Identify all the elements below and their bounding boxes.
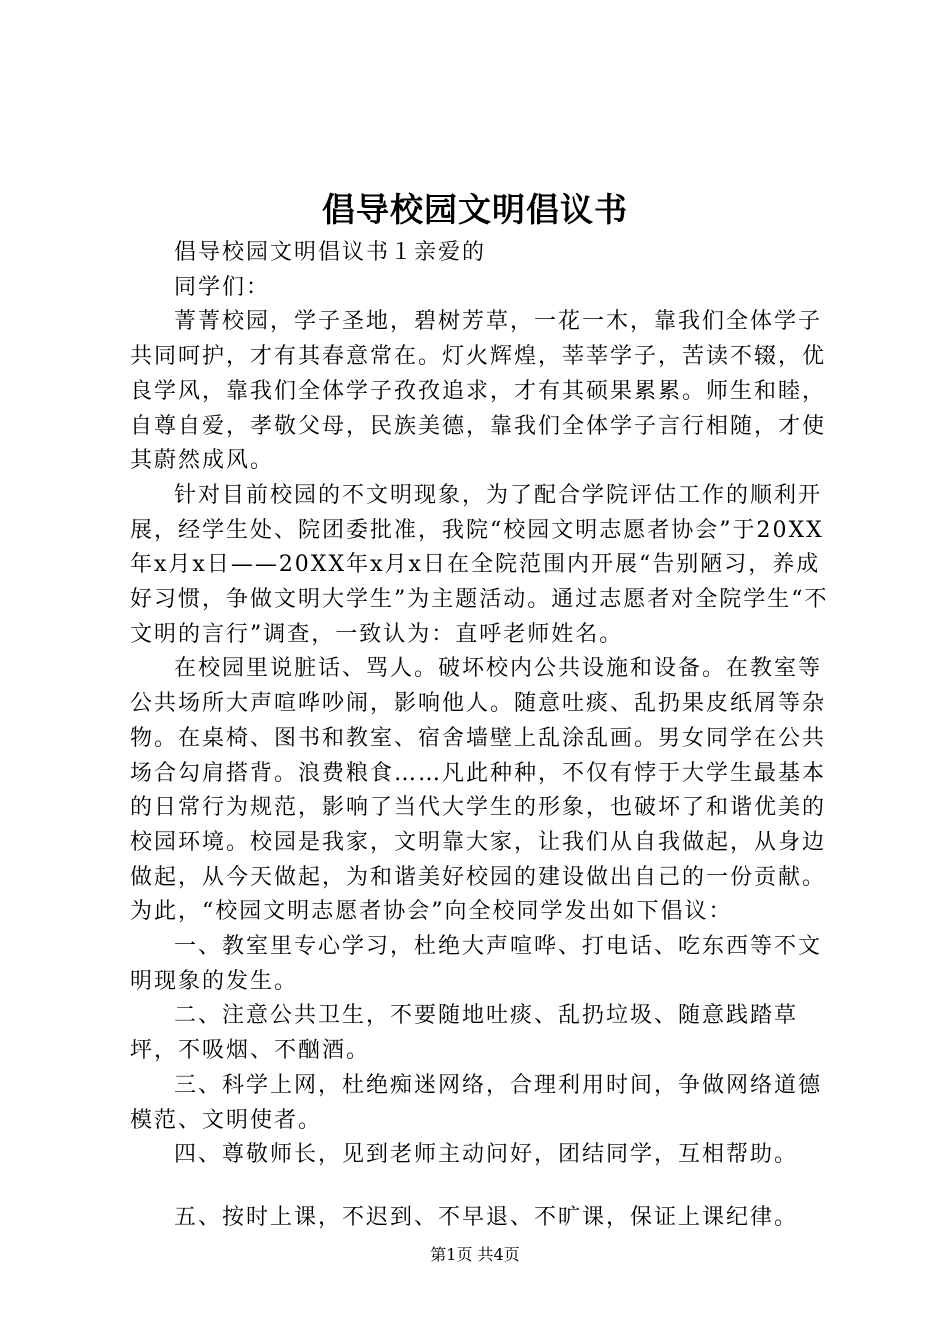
paragraph-campus: 菁菁校园，学子圣地，碧树芳草，一花一木，靠我们全体学子共同呵护，才有其春意常在。灯火辉煌，莘莘学子，苦读不辍，优良学风，靠我们全体学子孜孜追求，才有其硕果累累。师生和睦，自尊自爱，孝敬父母，民族美德，靠我们全体学子言行相随，才使其蔚然成风。 xyxy=(130,309,827,474)
paragraph-survey: 针对目前校园的不文明现象，为了配合学院评估工作的顺利开展，经学生处、院团委批准，我院“校园文明志愿者协会”于20XX年x月x日——20XX年x月x日在全院范围内开展“告别陋习，养成好习惯，争做文明大学生”为主题活动。通过志愿者对全院学生“不文明的言行”调查，一致认为：直呼老师姓名。 xyxy=(130,482,829,647)
paragraph-salutation: 同学们： xyxy=(174,274,271,300)
proposal-item-2: 二、注意公共卫生，不要随地吐痰、乱扔垃圾、随意践踏草坪，不吸烟、不酗酒。 xyxy=(130,1003,799,1064)
proposal-item-3: 三、科学上网，杜绝痴迷网络，合理利用时间，争做网络道德模范、文明使者。 xyxy=(130,1072,823,1133)
paragraph-intro: 倡导校园文明倡议书１亲爱的 xyxy=(174,240,487,265)
paragraph-behaviors: 在校园里说脏话、骂人。破坏校内公共设施和设备。在教室等公共场所大声喧哗吵闹，影响他人。随意吐痰、乱扔果皮纸屑等杂物。在桌椅、图书和教室、宿舍墙壁上乱涂乱画。男女同学在公共场合勾肩搭背。浪费粮食……凡此种种，不仅有悖于大学生最基本的日常行为规范，影响了当代大学生的形象，也破坏了和谐优美的校园环境。校园是我家，文明靠大家，让我们从自我做起，从身边做起，从今天做起，为和谐美好校园的建设做出自己的一份贡献。为此，“校园文明志愿者协会”向全校同学发出如下倡议： xyxy=(130,656,827,925)
document-body xyxy=(130,236,842,1236)
proposal-item-5: 五、按时上课，不迟到、不早退、不旷课，保证上课纪律。 xyxy=(174,1204,799,1230)
page-title: 倡导校园文明倡议书 xyxy=(322,190,628,229)
proposal-item-4: 四、尊敬师长，见到老师主动问好，团结同学，互相帮助。 xyxy=(174,1142,799,1168)
proposal-item-1: 一、教室里专心学习，杜绝大声喧哗、打电话、吃东西等不文明现象的发生。 xyxy=(130,934,823,994)
page-footer: 第1页 共4页 xyxy=(430,1245,520,1264)
